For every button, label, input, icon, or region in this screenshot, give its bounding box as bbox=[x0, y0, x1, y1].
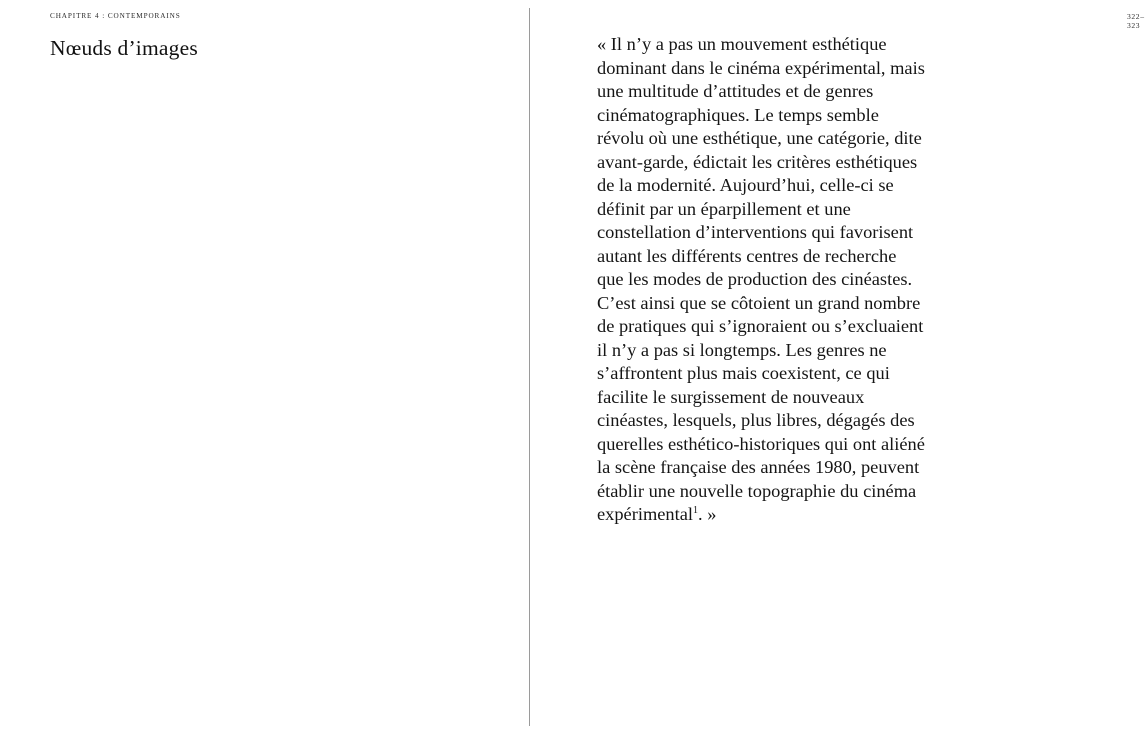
folio-page-numbers: 322–323 bbox=[1127, 12, 1145, 30]
right-page bbox=[529, 0, 1145, 734]
footnote-marker: 1 bbox=[693, 504, 698, 516]
page-title: Nœuds d’images bbox=[50, 36, 198, 60]
pull-quote-closing: . » bbox=[698, 504, 717, 524]
pull-quote bbox=[597, 33, 927, 527]
running-head-left: CHAPITRE 4 : CONTEMPORAINS bbox=[50, 12, 181, 20]
pull-quote-text: « Il n’y a pas un mouvement esthétique dominant dans le cinéma expérimental, mais une multitude d’attitudes et de genres cinématographiques. Le temps semble révolu où une esthétique, une catégorie, dite avant-garde, édictait les critères esthétiques de la modernité. Aujourd’hui, celle-ci se définit par un éparpillement et une constellation d’interventions qui favorisent autant les différents centres de recherche que les modes de production des cinéastes. C’est ainsi que se côtoient un grand nombre de pratiques qui s’ignoraient ou s’excluaient il n’y a pas si longtemps. Les genres ne s’affrontent plus mais coexistent, ce qui facilite le surgissement de nouveaux cinéastes, lesquels, plus libres, dégagés des querelles esthético-historiques qui ont aliéné la scène française des années 1980, peuvent établir une nouvelle topographie du cinéma expérimental bbox=[597, 34, 925, 524]
left-page bbox=[0, 0, 529, 734]
